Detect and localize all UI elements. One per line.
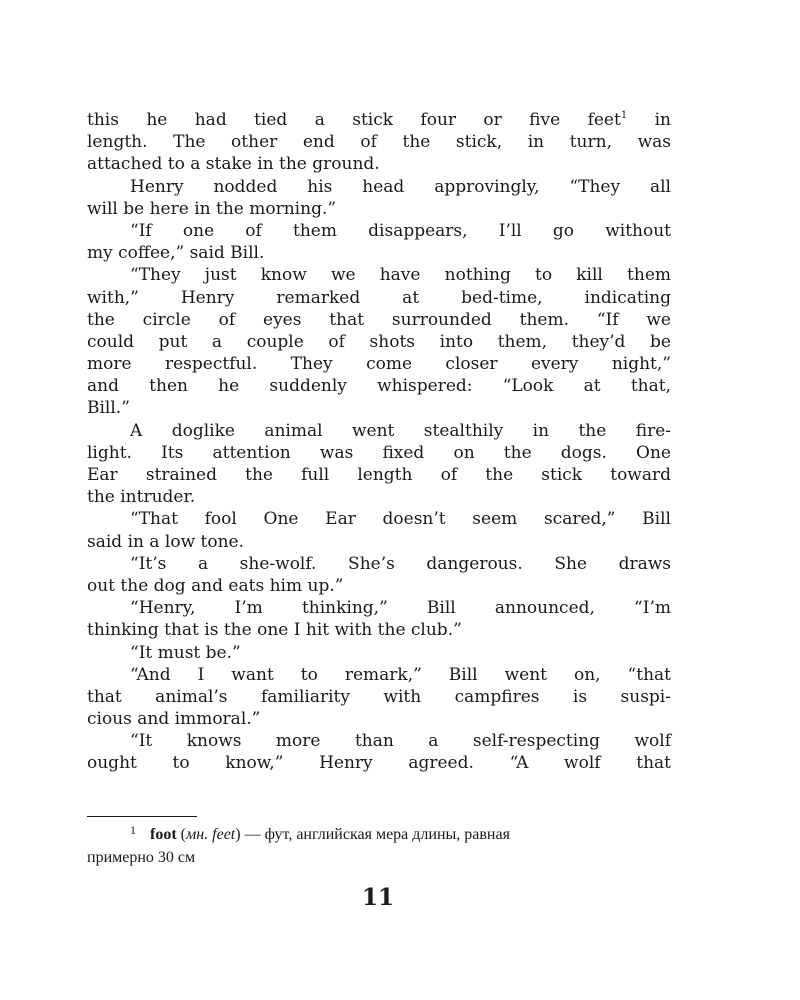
text-line-content: “If one of them disappears, I’ll go without: [130, 220, 671, 241]
text-line-content: “It must be.”: [130, 642, 241, 663]
text-line: [87, 553, 671, 575]
text-line-content: cious and immoral.”: [87, 709, 261, 730]
text-line-content: “It knows more than a self-respecting wolf: [130, 731, 671, 752]
text-line-content: out the dog and eats him up.”: [87, 575, 344, 596]
text-line: [87, 331, 671, 353]
footnote-divider: [87, 816, 197, 817]
text-line-content: my coffee,” said Bill.: [87, 243, 265, 264]
text-line: [87, 176, 671, 198]
text-line: [87, 109, 671, 131]
text-line-content: more respectful. They come closer every night,”: [87, 354, 671, 375]
body-text: [87, 109, 671, 775]
text-line: [87, 287, 671, 309]
text-line: [87, 686, 671, 708]
text-line: [87, 531, 671, 553]
text-line-content: “That fool One Ear doesn’t seem scared,” Bill: [130, 509, 671, 530]
text-line: [87, 664, 671, 686]
text-line: [87, 397, 671, 419]
text-line-content: “And I want to remark,” Bill went on, “that: [130, 664, 671, 685]
text-line: [87, 642, 671, 664]
text-line: [87, 353, 671, 375]
text-line: [87, 220, 671, 242]
footnote: [87, 823, 671, 869]
text-line: [87, 309, 671, 331]
text-line: [87, 752, 671, 774]
text-line-content: this he had tied a stick four or five feet: [87, 110, 621, 130]
text-line: [87, 708, 671, 730]
text-line: [87, 198, 671, 220]
text-line-tail: in: [627, 110, 671, 130]
text-line-content: will be here in the morning.”: [87, 198, 337, 219]
text-line: [87, 508, 671, 530]
text-line: [87, 597, 671, 619]
text-line-content: Henry nodded his head approvingly, “They all: [130, 176, 671, 197]
text-line: [87, 264, 671, 286]
text-line: [87, 420, 671, 442]
footnote-abbr: мн.: [185, 826, 209, 843]
text-line-content: the circle of eyes that surrounded them. “If we: [87, 309, 671, 330]
text-line-content: length. The other end of the stick, in turn, was: [87, 132, 671, 153]
text-line-content: Bill.”: [87, 398, 130, 419]
text-line: [87, 730, 671, 752]
footnote-close-paren: ): [235, 826, 241, 843]
footnote-term: foot: [150, 826, 177, 843]
footnote-definition: — фут, английская мера длины, равная: [240, 826, 510, 843]
text-line-content: ought to know,” Henry agreed. “A wolf that: [87, 753, 671, 774]
text-line: [87, 153, 671, 175]
text-line-content: “They just know we have nothing to kill them: [130, 265, 671, 286]
text-line-content: the intruder.: [87, 487, 196, 508]
page-number: 11: [361, 884, 394, 911]
text-line-content: said in a low tone.: [87, 531, 245, 552]
footnote-reference: 1: [620, 110, 628, 121]
text-line: [87, 375, 671, 397]
text-line: [87, 464, 671, 486]
text-line-content: “Henry, I’m thinking,” Bill announced, “I’m: [130, 598, 671, 619]
text-line: [87, 486, 671, 508]
text-line-content: thinking that is the one I hit with the club.”: [87, 620, 462, 641]
text-line-content: “It’s a she-wolf. She’s dangerous. She draws: [130, 553, 671, 574]
text-line: [87, 242, 671, 264]
text-line: [87, 131, 671, 153]
text-line-content: and then he suddenly whispered: “Look at that,: [87, 376, 671, 397]
text-line: [87, 575, 671, 597]
text-line: [87, 442, 671, 464]
footnote-line-1: 1 foot (мн. feet) — фут, английская мера длины, равная: [130, 823, 510, 843]
footnote-line-2: примерно 30 см: [87, 849, 196, 866]
text-line-content: Ear strained the full length of the stick toward: [87, 465, 671, 485]
footnote-plural: feet: [212, 826, 236, 843]
text-line-content: with,” Henry remarked at bed-time, indicating: [87, 287, 671, 308]
text-line-content: could put a couple of shots into them, they’d be: [87, 331, 671, 352]
footnote-open-paren: (: [176, 826, 186, 843]
text-line: [87, 619, 671, 641]
text-line-content: attached to a stake in the ground.: [87, 154, 380, 175]
text-line-content: A doglike animal went stealthily in the fire-: [130, 420, 671, 441]
text-line-content: light. Its attention was fixed on the dogs. One: [87, 442, 671, 463]
text-line-content: that animal’s familiarity with campfires is suspi-: [87, 686, 671, 707]
